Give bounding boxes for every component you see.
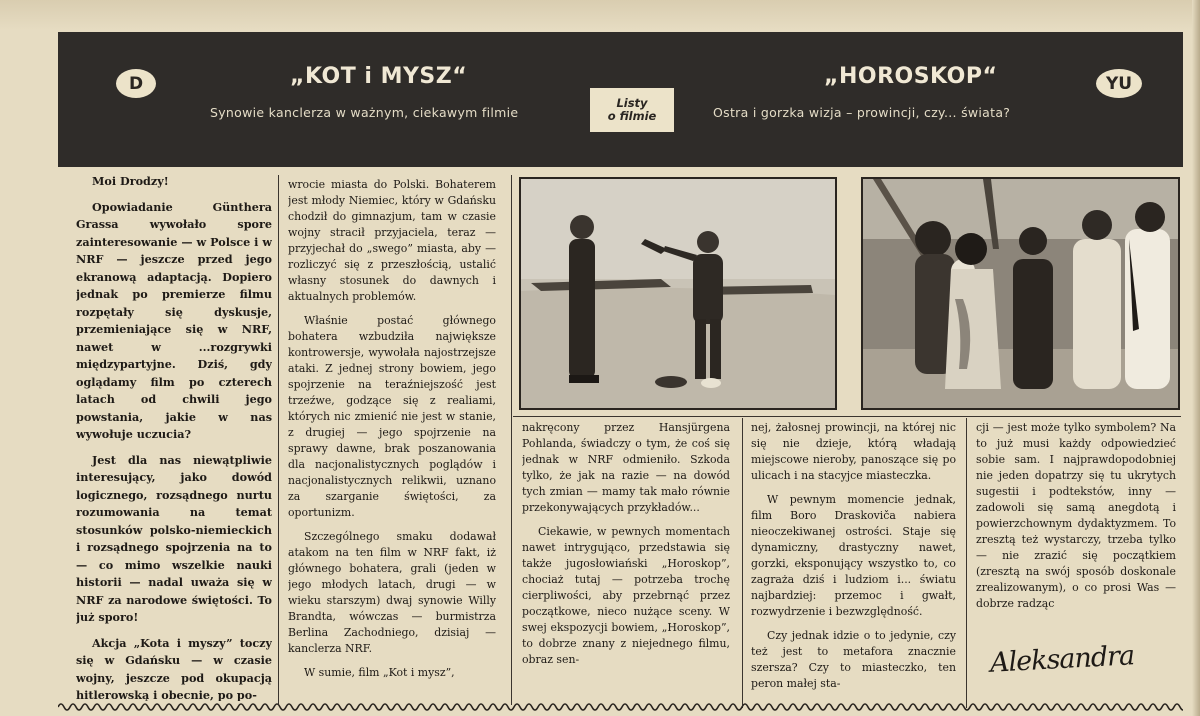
column-divider [742, 418, 743, 708]
paragraph: W pewnym momencie jednak, film Boro Draskoviča nabiera nieoczekiwanej ostrości. Staje się dynamiczny, drastyczny nawet, gorzki, eksponujący wszystko to, co zagraża dziś i ludziom i... światu najbardziej: przemoc i gwałt, rozwydrzenie i bezwzględność. [751, 493, 956, 618]
column-logo [590, 88, 674, 132]
article-column-1 [76, 173, 272, 701]
author-signature: Aleksandra [989, 640, 1135, 679]
film-title-right: „HOROSKOP“ [824, 64, 998, 89]
paragraph: Akcja „Kota i myszy” toczy się w Gdańsku — w czasie wojny, jeszcze pod okupacją hitlerowską i obecnie, po po- [76, 635, 272, 701]
wave-ornament [58, 700, 1183, 714]
page-right-edge [1192, 0, 1200, 716]
paragraph: Czy jednak idzie o to jedynie, czy też jest to metafora znacznie szersza? Czy to miasteczko, ten peron małej sta- [751, 629, 956, 690]
paragraph: Opowiadanie Günthera Grassa wywołało spore zainteresowanie — w Polsce i w NRF — jeszcze przed jego ekranową adaptacją. Dopiero jednak po premierze filmu rozpętały się dyskusje, przemieniające się w NRF, nawet w ...rozgrywki międzypartyjne. Dziś, gdy oglądamy film po czterech latach od chwili jego powstania, jakie w nas wywołuje uczucia? [76, 199, 272, 441]
paragraph: Ciekawie, w pewnych momentach nawet intrygująco, przedstawia się także jugosłowiański „Horoskop”, chociaż tutaj — potrzeba trochę cierpliwości, aby przebrnąć przez początkowe, nieco nużące sceny. W swej ekspozycji bowiem, „Horoskop”, to dobrze znany z niejednego filmu, obraz sen- [522, 525, 730, 666]
paragraph: Właśnie postać głównego bohatera wzbudziła największe kontrowersje, wywołała najostrzejsze ataki. Z jednej strony bowiem, jego spojrzenie na teraźniejszość jest trzeźwe, godzące się z realiami, których nic zmienić nie jest w stanie, z drugiej — jego spojrzenie na sprawy dawne, brak poszanowania dla nacjonalistycznych poglądów i nacjonalistycznych relikwii, uznano za szarganie świętości, za oportunizm. [288, 314, 496, 519]
column-divider [966, 418, 967, 708]
paragraph: nakręcony przez Hansjürgena Pohlanda, świadczy o tym, że coś się jednak w NRF odmieniło. Szkoda tylko, że jak na razie — na dowód tych zmian — mamy tak mało równie przekonywających przykładów... [522, 421, 730, 514]
column-divider [278, 175, 279, 705]
country-badge-left: D [116, 69, 156, 98]
film-still-image [863, 179, 1178, 408]
film-still-kot-i-mysz [519, 177, 837, 410]
column-logo-line1: Listy [616, 96, 648, 110]
paragraph: Jest dla nas niewątpliwie interesujący, jako dowód logicznego, rozsądnego nurtu rozumowania na temat stosunków polsko-niemieckich i rozsądnego spojrzenia na to — co mimo wszelkie nauki historii — nadal uważa się w NRF za narodowe świętości. To już sporo! [76, 452, 272, 624]
photo-divider [513, 416, 1181, 417]
film-still-image [521, 179, 835, 408]
article-column-2 [288, 177, 496, 705]
article-column-3 [522, 420, 730, 710]
film-subtitle-right: Ostra i gorzka wizja – prowincji, czy... świata? [713, 105, 1011, 120]
article-column-4 [751, 420, 956, 710]
column-divider [511, 175, 512, 705]
header-band [58, 32, 1183, 167]
paragraph: nej, żałosnej prowincji, na której nic się nie dzieje, którą władają miejscowe nieroby, panoszące się po ulicach i na stacyjce miasteczka. [751, 421, 956, 482]
paragraph: W sumie, film „Kot i mysz”, [304, 666, 455, 679]
film-subtitle-left: Synowie kanclerza w ważnym, ciekawym filmie [210, 105, 519, 120]
paragraph: wrocie miasta do Polski. Bohaterem jest młody Niemiec, który w Gdańsku chodził do gimnazjum, tam w czasie wojny stracił przyjaciela, teraz — przyjechał do „swego” miasta, aby — rozliczyć się z przeszłością, ustalić własny stosunek do dawnych i aktualnych problemów. [288, 178, 496, 303]
paragraph: Szczególnego smaku dodawał atakom na ten film w NRF fakt, iż głównego bohatera, grali (jeden w jego młodych latach, drugi — w wieku starszym) dwaj synowie Willy Brandta, wówczas — burmistrza Berlina Zachodniego, dzisiaj — kanclerza NRF. [288, 530, 496, 655]
page-top-edge [0, 0, 1200, 30]
film-title-left: „KOT i MYSZ“ [290, 64, 468, 89]
country-badge-right: YU [1096, 69, 1142, 98]
film-still-horoskop [861, 177, 1180, 410]
salutation: Moi Drodzy! [92, 174, 169, 188]
column-logo-line2: o filmie [607, 109, 657, 123]
paragraph: cji — jest może tylko symbolem? Na to już musi każdy odpowiedzieć sobie sam. I najprawdopodobniej nie jeden dopatrzy się tu ukrytych sugestii i podtekstów, inny — zadowoli się samą anegdotą i powierzchownym dydaktyzmem. To zresztą też wystarczy, trzeba tylko — nie zrazić się początkiem (zresztą na swój sposób doskonale zrealizowanym), o co prosi Was — dobrze radząc [976, 421, 1176, 610]
